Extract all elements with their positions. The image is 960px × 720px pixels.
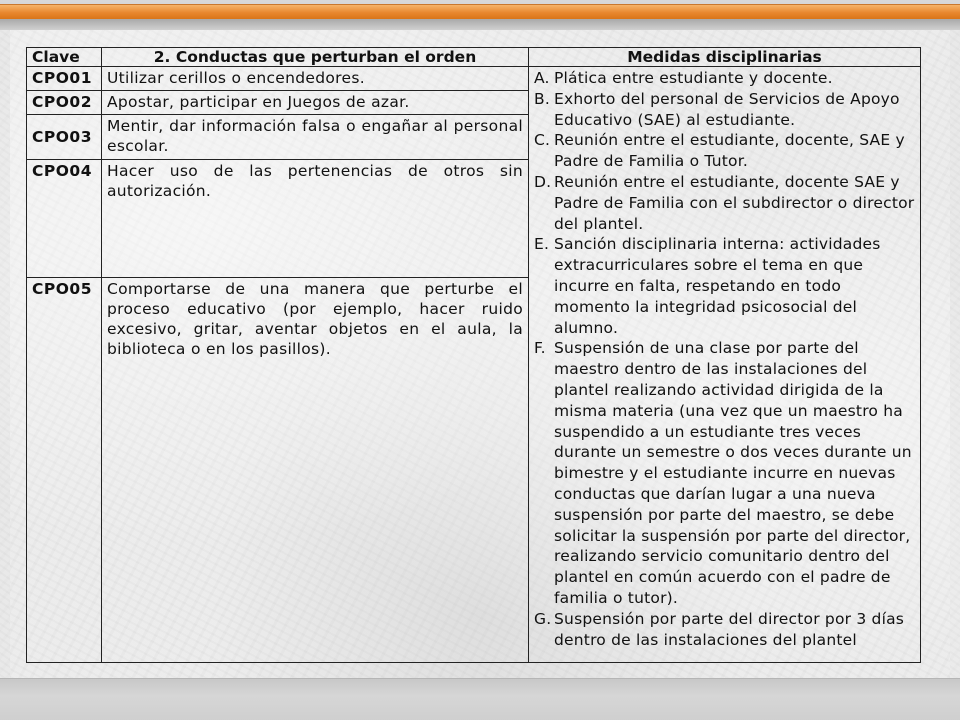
orange-accent-stripe (0, 4, 960, 20)
top-frame-shadow (0, 19, 960, 30)
measure-text: Suspensión de una clase por parte del maestro dentro de las instalaciones del plantel realizando actividad dirigida de la misma materia (una vez que un maestro ha suspendido a un estudiante tres veces durante un semestre o dos veces durante un bimestre y el estudiante incurre en nuevas conductas que darían lugar a una nueva suspensión por parte del maestro, se debe solicitar la suspensión por parte del director, realizando servicio comunitario dentro del plantel en común acuerdo con el padre de familia o tutor). (554, 339, 912, 607)
measures-cell (529, 67, 921, 663)
row-description: Apostar, participar en Juegos de azar. (102, 91, 529, 115)
measure-letter: F. (534, 339, 546, 358)
measure-letter: C. (534, 131, 551, 150)
measure-text: Exhorto del personal de Servicios de Apoyo Educativo (SAE) al estudiante. (554, 89, 900, 129)
row-description: Comportarse de una manera que perturbe el proceso educativo (por ejemplo, hacer ruido excesivo, gritar, aventar objetos en el aula, la biblioteca o en los pasillos). (102, 278, 529, 663)
measure-letter: D. (534, 172, 552, 191)
measure-item (534, 172, 915, 234)
measure-letter: B. (534, 89, 550, 108)
header-row (27, 48, 921, 67)
row-code: CPO01 (27, 67, 102, 91)
row-code: CPO05 (27, 278, 102, 663)
measure-item (534, 89, 915, 131)
table-row (27, 67, 921, 91)
row-code: CPO03 (27, 115, 102, 160)
header-conduct: 2. Conductas que perturban el orden (102, 48, 529, 67)
header-measures: Medidas disciplinarias (529, 48, 921, 67)
measure-letter: A. (534, 69, 550, 87)
bottom-frame (0, 678, 960, 720)
row-description: Hacer uso de las pertenencias de otros sin autorización. (102, 160, 529, 278)
measure-letter: E. (534, 235, 550, 254)
measure-text: Suspensión por parte del director por 3 días dentro de las instalaciones del plantel (554, 609, 905, 649)
measure-item (534, 130, 915, 172)
header-code: Clave (27, 48, 102, 67)
measure-item (534, 68, 915, 89)
measure-item (534, 338, 915, 608)
measure-item (534, 609, 915, 651)
measure-text: Reunión entre el estudiante, docente, SAE y Padre de Familia o Tutor. (554, 131, 905, 171)
measure-letter: G. (534, 609, 552, 628)
measure-text: Sanción disciplinaria interna: actividades extracurriculares sobre el tema en que incurre en falta, respetando en todo momento la integridad psicosocial del alumno. (554, 235, 881, 337)
measure-item (534, 234, 915, 338)
row-code: CPO04 (27, 160, 102, 278)
row-description: Utilizar cerillos o encendedores. (102, 67, 529, 91)
measure-text: Reunión entre el estudiante, docente SAE y Padre de Familia con el subdirector o director del plantel. (554, 172, 915, 233)
measure-text: Plática entre estudiante y docente. (554, 69, 833, 87)
row-code: CPO02 (27, 91, 102, 115)
row-description: Mentir, dar información falsa o engañar al personal escolar. (102, 115, 529, 160)
disciplinary-table (26, 47, 921, 663)
